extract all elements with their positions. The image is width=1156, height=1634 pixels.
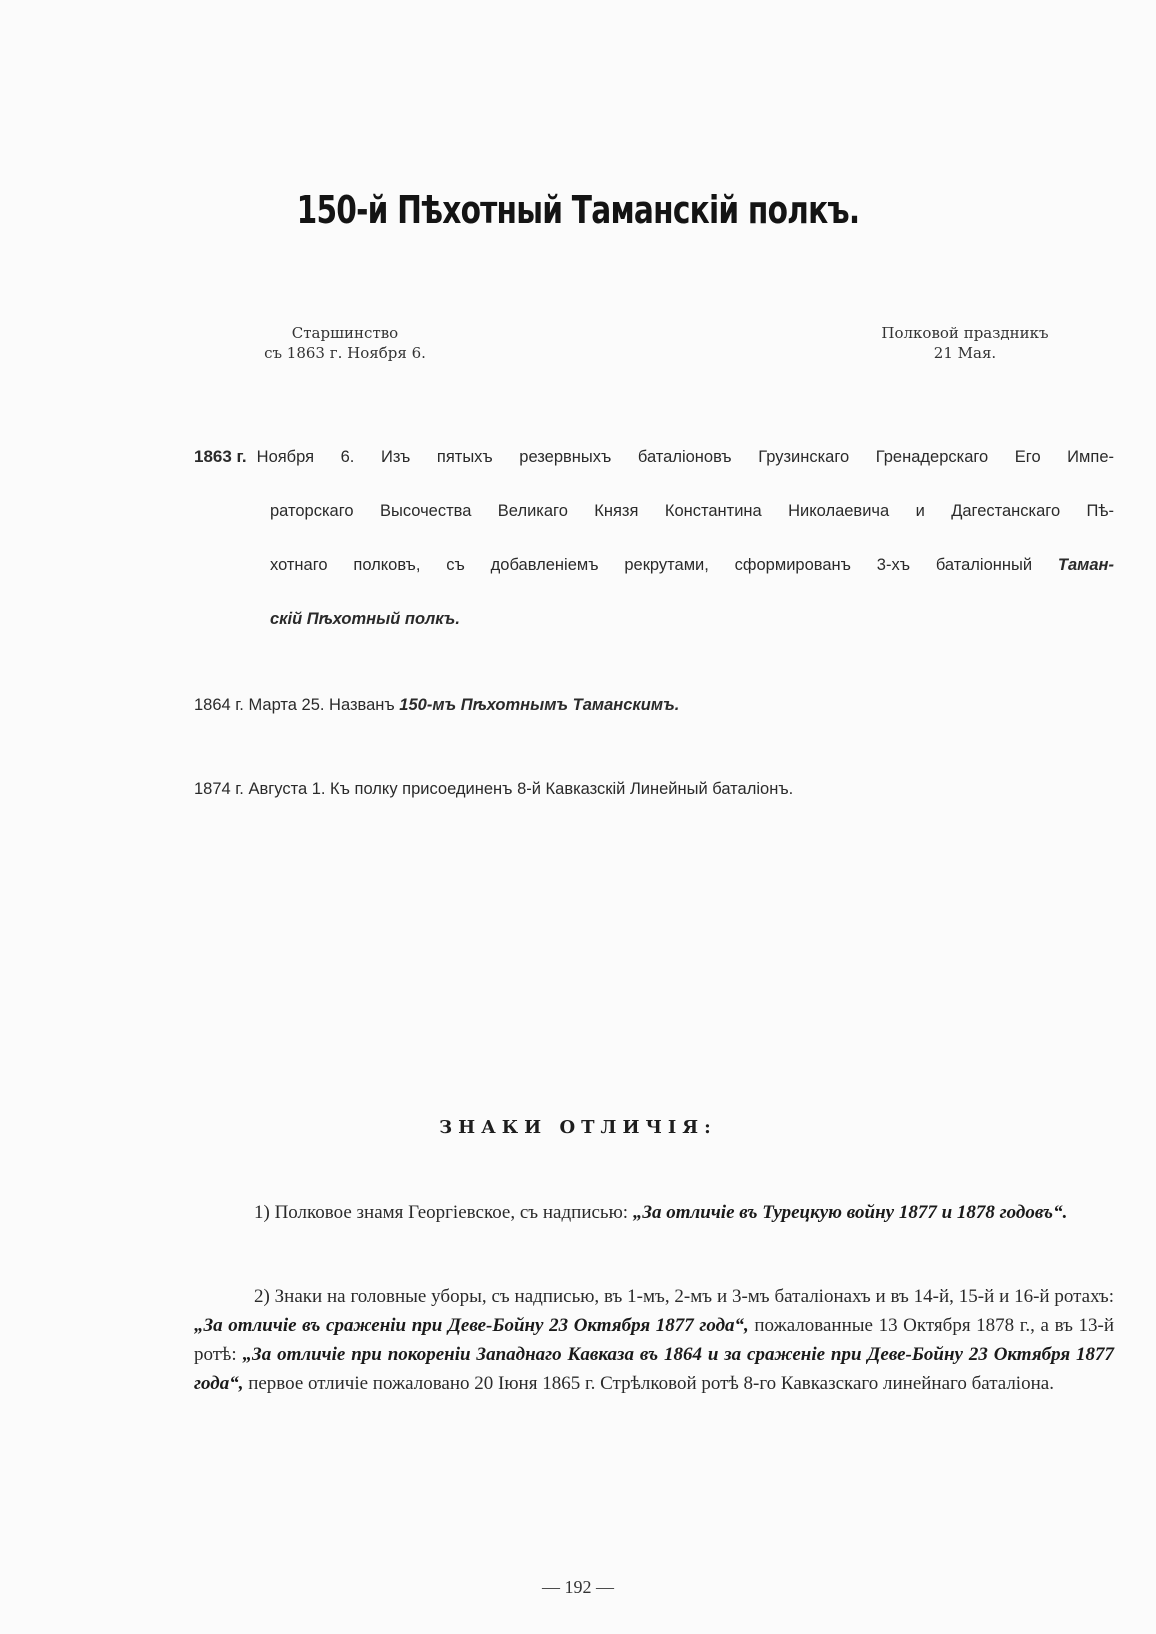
page-title: 150-й Пѣхотный Таманскій полкъ. — [296, 188, 860, 232]
paragraph-text: 2) Знаки на головные уборы, съ надписью, въ 1-мъ, 2-мъ и 3-мъ баталіонахъ и въ 14-й, 15-й и 16-й ротахъ: — [254, 1286, 1114, 1307]
seniority-block — [230, 323, 460, 363]
entry-line — [194, 446, 1114, 500]
entry-italic-text: Таман- — [1057, 556, 1114, 574]
seniority-date: съ 1863 г. Ноября 6. — [264, 344, 426, 362]
distinctions-heading: ЗНАКИ ОТЛИЧІЯ: — [439, 1117, 717, 1138]
paragraph-text: 1) Полковое знамя Георгіевское, съ надписью: — [254, 1202, 629, 1223]
entry-italic-text: скій Пѣхотный полкъ. — [270, 610, 460, 628]
paragraph-text: пожалованные 13 Октября 1878 г., а въ 13-й ротѣ: — [194, 1315, 1114, 1365]
distinction-paragraph-1 — [194, 1198, 1114, 1227]
regimental-feast-block — [850, 323, 1080, 363]
entry-text: 1864 г. Марта 25. Названъ — [194, 696, 395, 714]
seniority-label: Старшинство — [291, 324, 399, 342]
chronicle-entry-1863 — [194, 446, 1114, 662]
distinction-paragraph-2 — [194, 1282, 1114, 1398]
entry-text: Ноября 6. Изъ пятыхъ резервныхъ баталіоновъ Грузинскаго Гренадерскаго Его Импе- — [256, 448, 1114, 466]
feast-date: 21 Мая. — [933, 344, 997, 362]
entry-line — [270, 554, 1114, 608]
entry-year: 1863 г. — [194, 447, 247, 466]
entry-line — [270, 608, 1114, 662]
chronicle-entry-1874 — [194, 780, 793, 799]
entry-text: 1874 г. Августа 1. Къ полку присоединенъ 8-й Кавказскій Линейный баталіонъ. — [194, 780, 794, 798]
paragraph-text: первое отличіе пожаловано 20 Іюня 1865 г. Стрѣлковой ротѣ 8-го Кавказскаго линейнаго баталіона. — [248, 1373, 1054, 1394]
entry-text: хотнаго полковъ, съ добавленіемъ рекрутами, сформированъ 3-хъ баталіонный — [270, 556, 1033, 574]
chronicle-entry-1864 — [194, 696, 679, 715]
entry-italic-text: 150-мъ Пѣхотнымъ Таманскимъ. — [399, 696, 680, 714]
page-number: — 192 — — [542, 1577, 614, 1597]
inscription-text: „За отличіе при покореніи Западнаго Кавказа въ 1864 и за сраженіе при Деве-Бойну 23 Октября 1877 года“, — [194, 1344, 1114, 1394]
inscription-text: „За отличіе въ сраженіи при Деве-Бойну 23 Октября 1877 года“, — [194, 1315, 749, 1336]
feast-label: Полковой праздникъ — [881, 324, 1049, 342]
entry-line: раторскаго Высочества Великаго Князя Константина Николаевича и Дагестанскаго Пѣ- — [270, 502, 1114, 520]
inscription-text: „За отличіе въ Турецкую войну 1877 и 1878 годовъ“. — [632, 1202, 1068, 1223]
